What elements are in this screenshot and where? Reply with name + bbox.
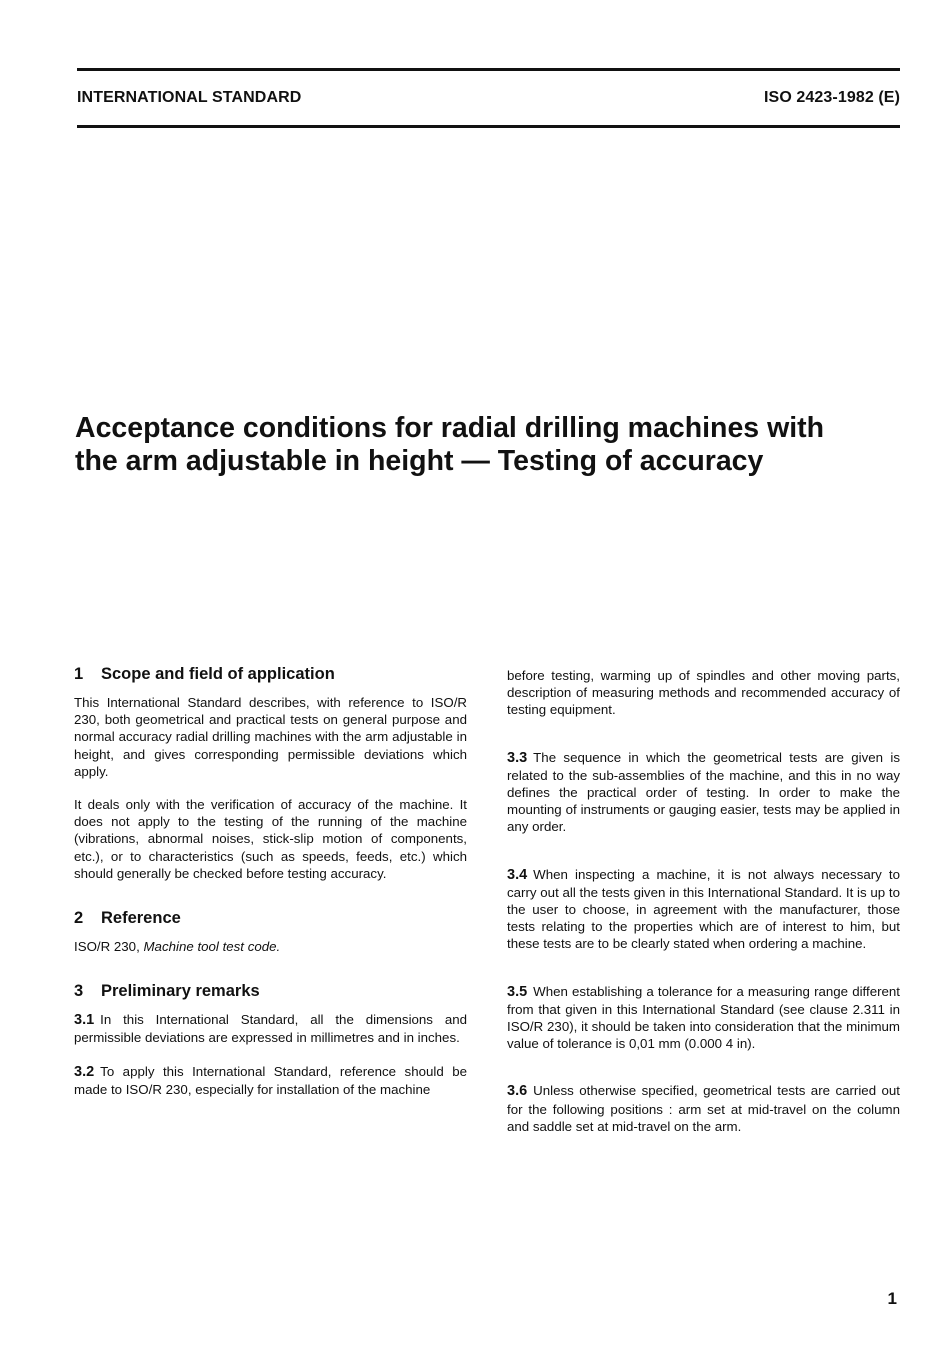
- section-1-heading: 1 Scope and field of application: [74, 665, 335, 683]
- clause-3-4: 3.4 When inspecting a machine, it is not always necessary to carry out all the tests given in this International Standard. It is up to the user to choose, in agreement with the manufacturer, those tests relating to the properties which are of interest to him, but these tests are to be clearly stated when ordering a machine.: [507, 866, 900, 952]
- left-column: [74, 664, 467, 1098]
- section-1-paragraph-2: It deals only with the verification of accuracy of the machine. It does not apply to the testing of the running of the machine (vibrations, abnormal noises, stick-slip motion of components, etc.), or to characteristics (such as speeds, feeds, etc.) which should generally be checked before testing accuracy.: [74, 797, 467, 881]
- header-bottom-rule: [77, 125, 900, 128]
- section-1-paragraph-1: This International Standard describes, with reference to ISO/R 230, both geometrical and practical tests on general purpose and normal accuracy radial drilling machines with the arm adjustable in height, and gives corresponding permissible deviations which apply.: [74, 695, 467, 779]
- clause-3-2-continued: before testing, warming up of spindles and other moving parts, description of measuring methods and recommended accuracy of testing equipment.: [507, 668, 900, 718]
- title-line-2: the arm adjustable in height — Testing of accuracy: [75, 445, 764, 477]
- header-top-rule: [77, 68, 900, 71]
- standard-number: ISO 2423-1982 (E): [764, 89, 900, 106]
- clause-3-3: 3.3 The sequence in which the geometrical tests are given is related to the sub-assemblies of the machine, and this in no way defines the practical order of testing. In order to make the mounting of instruments or gauging easier, tests may be applied in any order.: [507, 749, 900, 835]
- title-line-1: Acceptance conditions for radial drilling machines with: [75, 412, 825, 444]
- document-title: [75, 412, 895, 478]
- reference-entry: ISO/R 230, Machine tool test code.: [74, 939, 281, 955]
- clause-3-6: 3.6 Unless otherwise specified, geometrical tests are carried out for the following positions : arm set at mid-travel on the column and saddle set at mid-travel on the arm.: [507, 1083, 900, 1134]
- clause-3-5: 3.5 When establishing a tolerance for a measuring range different from that given in this International Standard (see clause 2.311 in ISO/R 230), it should be taken into consideration that the minimum value of tolerance is 0,01 mm (0.000 4 in).: [507, 983, 900, 1052]
- right-column: [507, 667, 900, 1135]
- standard-type-label: INTERNATIONAL STANDARD: [77, 89, 302, 106]
- section-2-heading: 2 Reference: [74, 909, 181, 928]
- section-3-heading: 3 Preliminary remarks: [74, 982, 260, 1001]
- clause-3-1: 3.1 In this International Standard, all the dimensions and permissible deviations are expressed in millimetres and in inches.: [74, 1012, 467, 1046]
- clause-3-2: 3.2 To apply this International Standard, reference should be made to ISO/R 230, especially for installation of the machine: [74, 1063, 467, 1097]
- page-number: 1: [887, 1289, 897, 1308]
